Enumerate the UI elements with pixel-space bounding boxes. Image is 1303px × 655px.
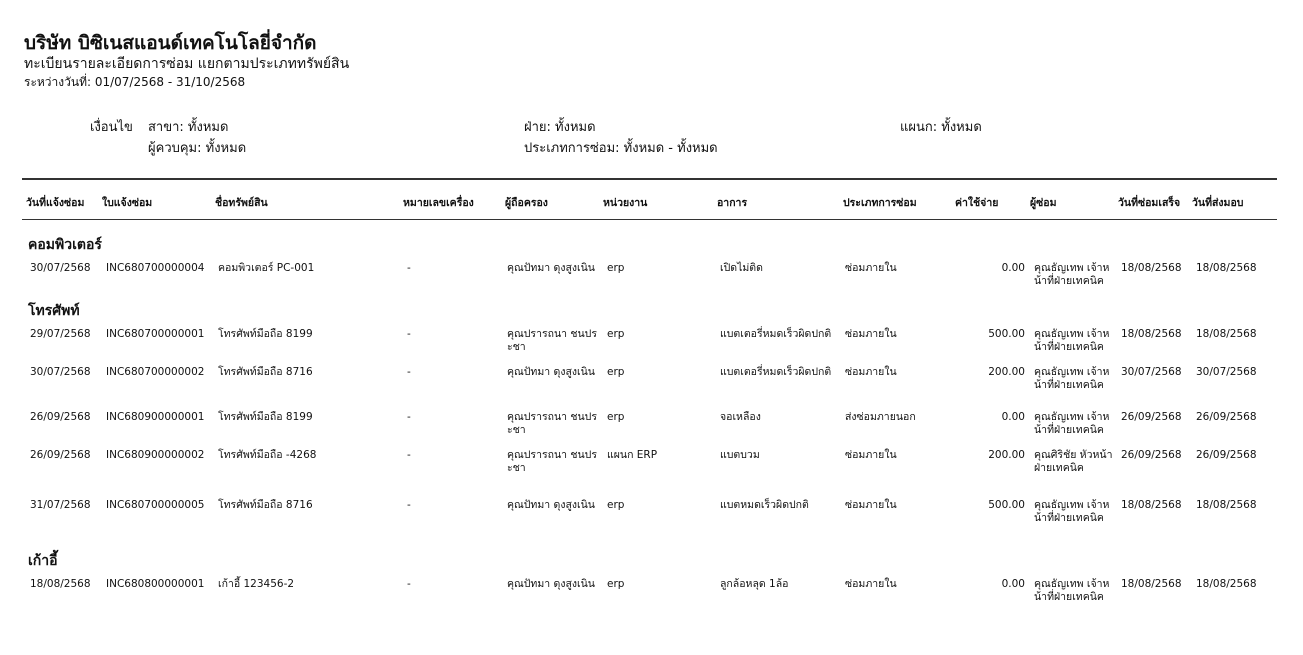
symptom-cell: แบตเตอรี่หมดเร็วผิดปกติ [720, 366, 832, 378]
symptom-cell: ลูกล้อหลุด 1ล้อ [720, 578, 789, 590]
report-date-cell: 30/07/2568 [30, 366, 91, 378]
ticket-number-cell: INC680700000002 [106, 366, 205, 378]
deliver-date-cell: 30/07/2568 [1196, 366, 1257, 378]
ticket-number-cell: INC680900000002 [106, 449, 205, 461]
condition-division: ฝ่าย: ทั้งหมด [524, 120, 596, 135]
done-date-cell: 26/09/2568 [1121, 449, 1182, 461]
symptom-cell: จอเหลือง [720, 411, 761, 423]
ticket-number-cell: INC680700000004 [106, 262, 205, 274]
col-deliver-date-header: วันที่ส่งมอบ [1192, 197, 1244, 209]
asset-name-cell: โทรศัพท์มือถือ -4268 [218, 449, 317, 461]
ticket-number-cell: INC680900000001 [106, 411, 205, 423]
col-report-date-header: วันที่แจ้งซ่อม [26, 197, 85, 209]
report-title: ทะเบียนรายละเอียดการซ่อม แยกตามประเภททรัพย์สิน [24, 56, 350, 72]
symptom-cell: แบตหมดเร็วผิดปกติ [720, 499, 809, 511]
asset-name-cell: เก้าอี้ 123456-2 [218, 578, 295, 590]
col-symptom-header: อาการ [717, 197, 748, 209]
table-row [0, 262, 1303, 302]
holder-name-cell: คุณปรารถนา ชนปร ะชา [507, 328, 597, 353]
asset-name-cell: โทรศัพท์มือถือ 8199 [218, 328, 313, 340]
serial-number-cell: - [407, 578, 411, 590]
done-date-cell: 30/07/2568 [1121, 366, 1182, 378]
report-date-cell: 29/07/2568 [30, 328, 91, 340]
holder-name-cell: คุณปัทมา ดุงสูงเนิน [507, 262, 595, 274]
repair-type-cell: ซ่อมภายใน [845, 328, 897, 340]
col-holder-header: ผู้ถือครอง [505, 197, 548, 209]
cost-cell: 0.00 [1001, 411, 1025, 423]
repair-type-cell: ซ่อมภายใน [845, 578, 897, 590]
technician-cell: คุณธัญเทพ เจ้าห น้าที่ฝ่ายเทคนิค [1034, 366, 1110, 391]
symptom-cell: แบตบวม [720, 449, 760, 461]
group-heading: เก้าอี้ [28, 553, 58, 569]
asset-name-cell: โทรศัพท์มือถือ 8716 [218, 499, 313, 511]
deliver-date-cell: 18/08/2568 [1196, 499, 1257, 511]
serial-number-cell: - [407, 499, 411, 511]
col-unit-header: หน่วยงาน [603, 197, 648, 209]
technician-cell: คุณศิริชัย หัวหน้า ฝ่ายเทคนิค [1034, 449, 1113, 474]
repair-type-cell: ซ่อมภายใน [845, 499, 897, 511]
condition-branch: สาขา: ทั้งหมด [148, 120, 229, 135]
deliver-date-cell: 18/08/2568 [1196, 578, 1257, 590]
table-row [0, 366, 1303, 406]
table-header-top-rule [22, 178, 1277, 180]
cost-cell: 500.00 [988, 328, 1025, 340]
asset-name-cell: คอมพิวเตอร์ PC-001 [218, 262, 315, 274]
repair-type-cell: ซ่อมภายใน [845, 262, 897, 274]
col-done-date-header: วันที่ซ่อมเสร็จ [1118, 197, 1181, 209]
group-heading: คอมพิวเตอร์ [28, 237, 102, 253]
technician-cell: คุณธัญเทพ เจ้าห น้าที่ฝ่ายเทคนิค [1034, 411, 1110, 436]
report-date-cell: 26/09/2568 [30, 449, 91, 461]
report-date-cell: 31/07/2568 [30, 499, 91, 511]
cost-cell: 200.00 [988, 449, 1025, 461]
col-technician-header: ผู้ซ่อม [1030, 197, 1057, 209]
report-date-cell: 18/08/2568 [30, 578, 91, 590]
report-period: ระหว่างวันที่: 01/07/2568 - 31/10/2568 [24, 75, 246, 89]
col-serial-header: หมายเลขเครื่อง [403, 197, 474, 209]
deliver-date-cell: 26/09/2568 [1196, 449, 1257, 461]
repair-type-cell: ซ่อมภายใน [845, 449, 897, 461]
unit-name-cell: แผนก ERP [607, 449, 658, 461]
holder-name-cell: คุณปัทมา ดุงสูงเนิน [507, 578, 595, 590]
done-date-cell: 26/09/2568 [1121, 411, 1182, 423]
holder-name-cell: คุณปรารถนา ชนปร ะชา [507, 449, 597, 474]
condition-repair-type: ประเภทการซ่อม: ทั้งหมด - ทั้งหมด [524, 141, 718, 156]
serial-number-cell: - [407, 411, 411, 423]
col-repair-type-header: ประเภทการซ่อม [843, 197, 917, 209]
table-row [0, 411, 1303, 451]
serial-number-cell: - [407, 449, 411, 461]
col-asset-name-header: ชื่อทรัพย์สิน [215, 197, 268, 209]
col-ticket-header: ใบแจ้งซ่อม [102, 197, 153, 209]
col-cost-header: ค่าใช้จ่าย [955, 197, 999, 209]
table-header-bottom-rule [22, 219, 1277, 220]
condition-controller: ผู้ควบคุม: ทั้งหมด [148, 141, 247, 156]
done-date-cell: 18/08/2568 [1121, 328, 1182, 340]
serial-number-cell: - [407, 328, 411, 340]
symptom-cell: เปิดไม่ติด [720, 262, 763, 274]
holder-name-cell: คุณปรารถนา ชนปร ะชา [507, 411, 597, 436]
technician-cell: คุณธัญเทพ เจ้าห น้าที่ฝ่ายเทคนิค [1034, 499, 1110, 524]
unit-name-cell: erp [607, 499, 625, 511]
symptom-cell: แบตเตอรี่หมดเร็วผิดปกติ [720, 328, 832, 340]
cost-cell: 200.00 [988, 366, 1025, 378]
done-date-cell: 18/08/2568 [1121, 578, 1182, 590]
table-row [0, 499, 1303, 539]
serial-number-cell: - [407, 262, 411, 274]
conditions-label: เงื่อนไข [90, 120, 133, 135]
report-date-cell: 26/09/2568 [30, 411, 91, 423]
table-row [0, 328, 1303, 368]
technician-cell: คุณธัญเทพ เจ้าห น้าที่ฝ่ายเทคนิค [1034, 262, 1110, 287]
ticket-number-cell: INC680800000001 [106, 578, 205, 590]
table-row [0, 578, 1303, 618]
technician-cell: คุณธัญเทพ เจ้าห น้าที่ฝ่ายเทคนิค [1034, 578, 1110, 603]
deliver-date-cell: 26/09/2568 [1196, 411, 1257, 423]
asset-name-cell: โทรศัพท์มือถือ 8716 [218, 366, 313, 378]
holder-name-cell: คุณปัทมา ดุงสูงเนิน [507, 366, 595, 378]
deliver-date-cell: 18/08/2568 [1196, 262, 1257, 274]
asset-name-cell: โทรศัพท์มือถือ 8199 [218, 411, 313, 423]
repair-type-cell: ส่งซ่อมภายนอก [845, 411, 916, 423]
condition-department: แผนก: ทั้งหมด [900, 120, 982, 135]
done-date-cell: 18/08/2568 [1121, 499, 1182, 511]
deliver-date-cell: 18/08/2568 [1196, 328, 1257, 340]
done-date-cell: 18/08/2568 [1121, 262, 1182, 274]
ticket-number-cell: INC680700000005 [106, 499, 205, 511]
cost-cell: 0.00 [1001, 262, 1025, 274]
unit-name-cell: erp [607, 262, 625, 274]
technician-cell: คุณธัญเทพ เจ้าห น้าที่ฝ่ายเทคนิค [1034, 328, 1110, 353]
unit-name-cell: erp [607, 328, 625, 340]
holder-name-cell: คุณปัทมา ดุงสูงเนิน [507, 499, 595, 511]
serial-number-cell: - [407, 366, 411, 378]
cost-cell: 500.00 [988, 499, 1025, 511]
company-name: บริษัท บิซิเนสแอนด์เทคโนโลยี่จำกัด [24, 32, 317, 54]
repair-type-cell: ซ่อมภายใน [845, 366, 897, 378]
unit-name-cell: erp [607, 411, 625, 423]
group-heading: โทรศัพท์ [28, 303, 80, 319]
ticket-number-cell: INC680700000001 [106, 328, 205, 340]
unit-name-cell: erp [607, 578, 625, 590]
unit-name-cell: erp [607, 366, 625, 378]
cost-cell: 0.00 [1001, 578, 1025, 590]
report-date-cell: 30/07/2568 [30, 262, 91, 274]
table-row [0, 449, 1303, 489]
